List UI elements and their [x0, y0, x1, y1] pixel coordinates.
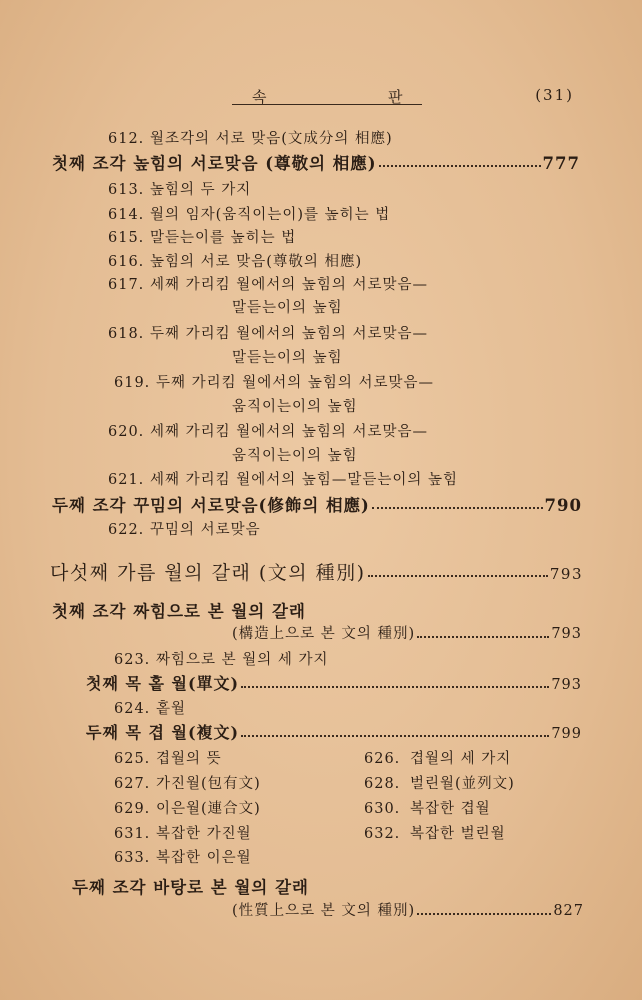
leader-dots	[368, 575, 548, 577]
toc-entry	[114, 772, 261, 793]
toc-entry	[114, 846, 252, 867]
entry-text: 세째 가리킴 월에서의 높힘의 서로맞음—	[150, 277, 429, 293]
entry-text: 움직이는이의 높힘	[232, 399, 358, 415]
section-title: 두째 조각 꾸밈의 서로맞음(修飾의 相應)	[52, 496, 370, 515]
page-ref: 790	[544, 496, 582, 515]
page-ref: 793	[549, 565, 583, 583]
page-ref: 777	[542, 154, 580, 173]
toc-section-subtitle	[232, 622, 582, 643]
toc-subsection	[86, 671, 582, 694]
entry-number: 620.	[108, 424, 145, 440]
toc-entry	[108, 250, 362, 271]
entry-text: 복잡한 이은월	[156, 850, 252, 866]
header-left: 속	[252, 88, 267, 106]
toc-section	[52, 150, 580, 174]
entry-text: 말듣는이를 높히는 법	[150, 230, 297, 246]
entry-number: 630.	[364, 801, 401, 817]
part-title: 다섯째 가름 월의 갈래 (文의 種別)	[50, 562, 366, 584]
subsection-title: 두째 목 겹 월(複文)	[86, 723, 240, 742]
toc-entry	[114, 371, 434, 392]
entry-number: 615.	[108, 230, 145, 246]
entry-number: 628.	[364, 776, 401, 792]
entry-text: 홑월	[156, 701, 187, 717]
entry-number: 633.	[114, 850, 151, 866]
toc-entry-continuation	[232, 346, 343, 367]
entry-text: 세째 가리킴 월에서의 높힘—말듣는이의 높힘	[150, 472, 459, 488]
toc-entry	[108, 468, 458, 489]
entry-number: 632.	[364, 826, 401, 842]
leader-dots	[417, 636, 549, 638]
toc-entry	[108, 203, 390, 224]
toc-entry	[108, 420, 428, 441]
leader-dots	[241, 686, 549, 688]
toc-entry	[364, 822, 506, 843]
entry-number: 617.	[108, 277, 145, 293]
entry-text: 두째 가리킴 월에서의 높힘의 서로맞음—	[156, 375, 435, 391]
leader-dots	[241, 735, 549, 737]
page-ref: 793	[551, 626, 582, 642]
entry-number: 619.	[114, 375, 151, 391]
toc-entry-continuation	[232, 395, 358, 416]
page-number: (31)	[535, 86, 574, 104]
entry-text: 복잡한 가진월	[156, 826, 252, 842]
subsection-title: 첫째 목 홑 월(單文)	[86, 674, 240, 693]
toc-part	[50, 558, 583, 585]
header-rule	[232, 104, 422, 105]
entry-number: 614.	[108, 207, 145, 223]
toc-entry	[108, 226, 296, 247]
entry-number: 624.	[114, 701, 151, 717]
entry-text: 말듣는이의 높힘	[232, 300, 343, 316]
toc-entry	[108, 518, 261, 539]
section-title: 첫째 조각 짜힘으로 본 월의 갈래	[52, 602, 306, 621]
toc-entry	[364, 797, 491, 818]
entry-number: 623.	[114, 652, 151, 668]
toc-section	[72, 874, 309, 898]
page-ref: 827	[553, 903, 584, 919]
entry-number: 612.	[108, 131, 145, 147]
toc-entry	[114, 648, 329, 669]
toc-entry-continuation	[232, 296, 343, 317]
toc-entry	[114, 697, 186, 718]
entry-number: 618.	[108, 326, 145, 342]
entry-number: 621.	[108, 472, 145, 488]
entry-text: 짜힘으로 본 월의 세 가지	[156, 652, 329, 668]
toc-entry-continuation	[232, 444, 358, 465]
entry-text: 높힘의 두 가지	[150, 182, 252, 198]
toc-entry	[108, 178, 251, 199]
entry-text: 월의 임자(움직이는이)를 높히는 법	[150, 207, 391, 223]
entry-text: 겹월의 뜻	[156, 751, 222, 767]
leader-dots	[417, 913, 551, 915]
entry-text: 이은월(連合文)	[156, 801, 261, 817]
toc-entry	[108, 127, 393, 148]
entry-text: 움직이는이의 높힘	[232, 448, 358, 464]
section-subtitle: (性質上으로 본 文의 種別)	[232, 903, 416, 919]
entry-text: 겹월의 세 가지	[410, 751, 512, 767]
entry-text: 복잡한 겹월	[410, 801, 491, 817]
toc-entry	[364, 772, 515, 793]
entry-number: 613.	[108, 182, 145, 198]
toc-entry	[364, 747, 511, 768]
entry-text: 두째 가리킴 월에서의 높힘의 서로맞음—	[150, 326, 429, 342]
header-right: 판	[388, 88, 403, 106]
entry-text: 말듣는이의 높힘	[232, 350, 343, 366]
section-title: 첫째 조각 높힘의 서로맞음 (尊敬의 相應)	[52, 154, 377, 173]
toc-entry	[114, 797, 261, 818]
toc-entry	[108, 273, 428, 294]
entry-number: 629.	[114, 801, 151, 817]
entry-text: 꾸밈의 서로맞음	[150, 522, 261, 538]
toc-section	[52, 598, 306, 622]
toc-subsection	[86, 720, 582, 743]
toc-entry	[114, 822, 252, 843]
entry-number: 626.	[364, 751, 401, 767]
toc-section	[52, 492, 582, 516]
toc-section-subtitle	[232, 899, 584, 920]
page-ref: 793	[551, 677, 582, 693]
entry-text: 복잡한 벌린월	[410, 826, 506, 842]
entry-text: 가진월(包有文)	[156, 776, 261, 792]
entry-number: 616.	[108, 254, 145, 270]
entry-text: 벌린월(並列文)	[410, 776, 515, 792]
entry-number: 622.	[108, 522, 145, 538]
entry-text: 월조각의 서로 맞음(文成分의 相應)	[150, 131, 393, 147]
entry-text: 세째 가리킴 월에서의 높힘의 서로맞음—	[150, 424, 429, 440]
leader-dots	[372, 507, 543, 509]
entry-number: 625.	[114, 751, 151, 767]
entry-number: 631.	[114, 826, 151, 842]
toc-entry	[108, 322, 428, 343]
section-subtitle: (構造上으로 본 文의 種別)	[232, 626, 416, 642]
toc-entry	[114, 747, 222, 768]
entry-number: 627.	[114, 776, 151, 792]
entry-text: 높힘의 서로 맞음(尊敬의 相應)	[150, 254, 363, 270]
page-ref: 799	[551, 726, 582, 742]
leader-dots	[379, 165, 541, 167]
section-title: 두째 조각 바탕로 본 월의 갈래	[72, 878, 309, 897]
